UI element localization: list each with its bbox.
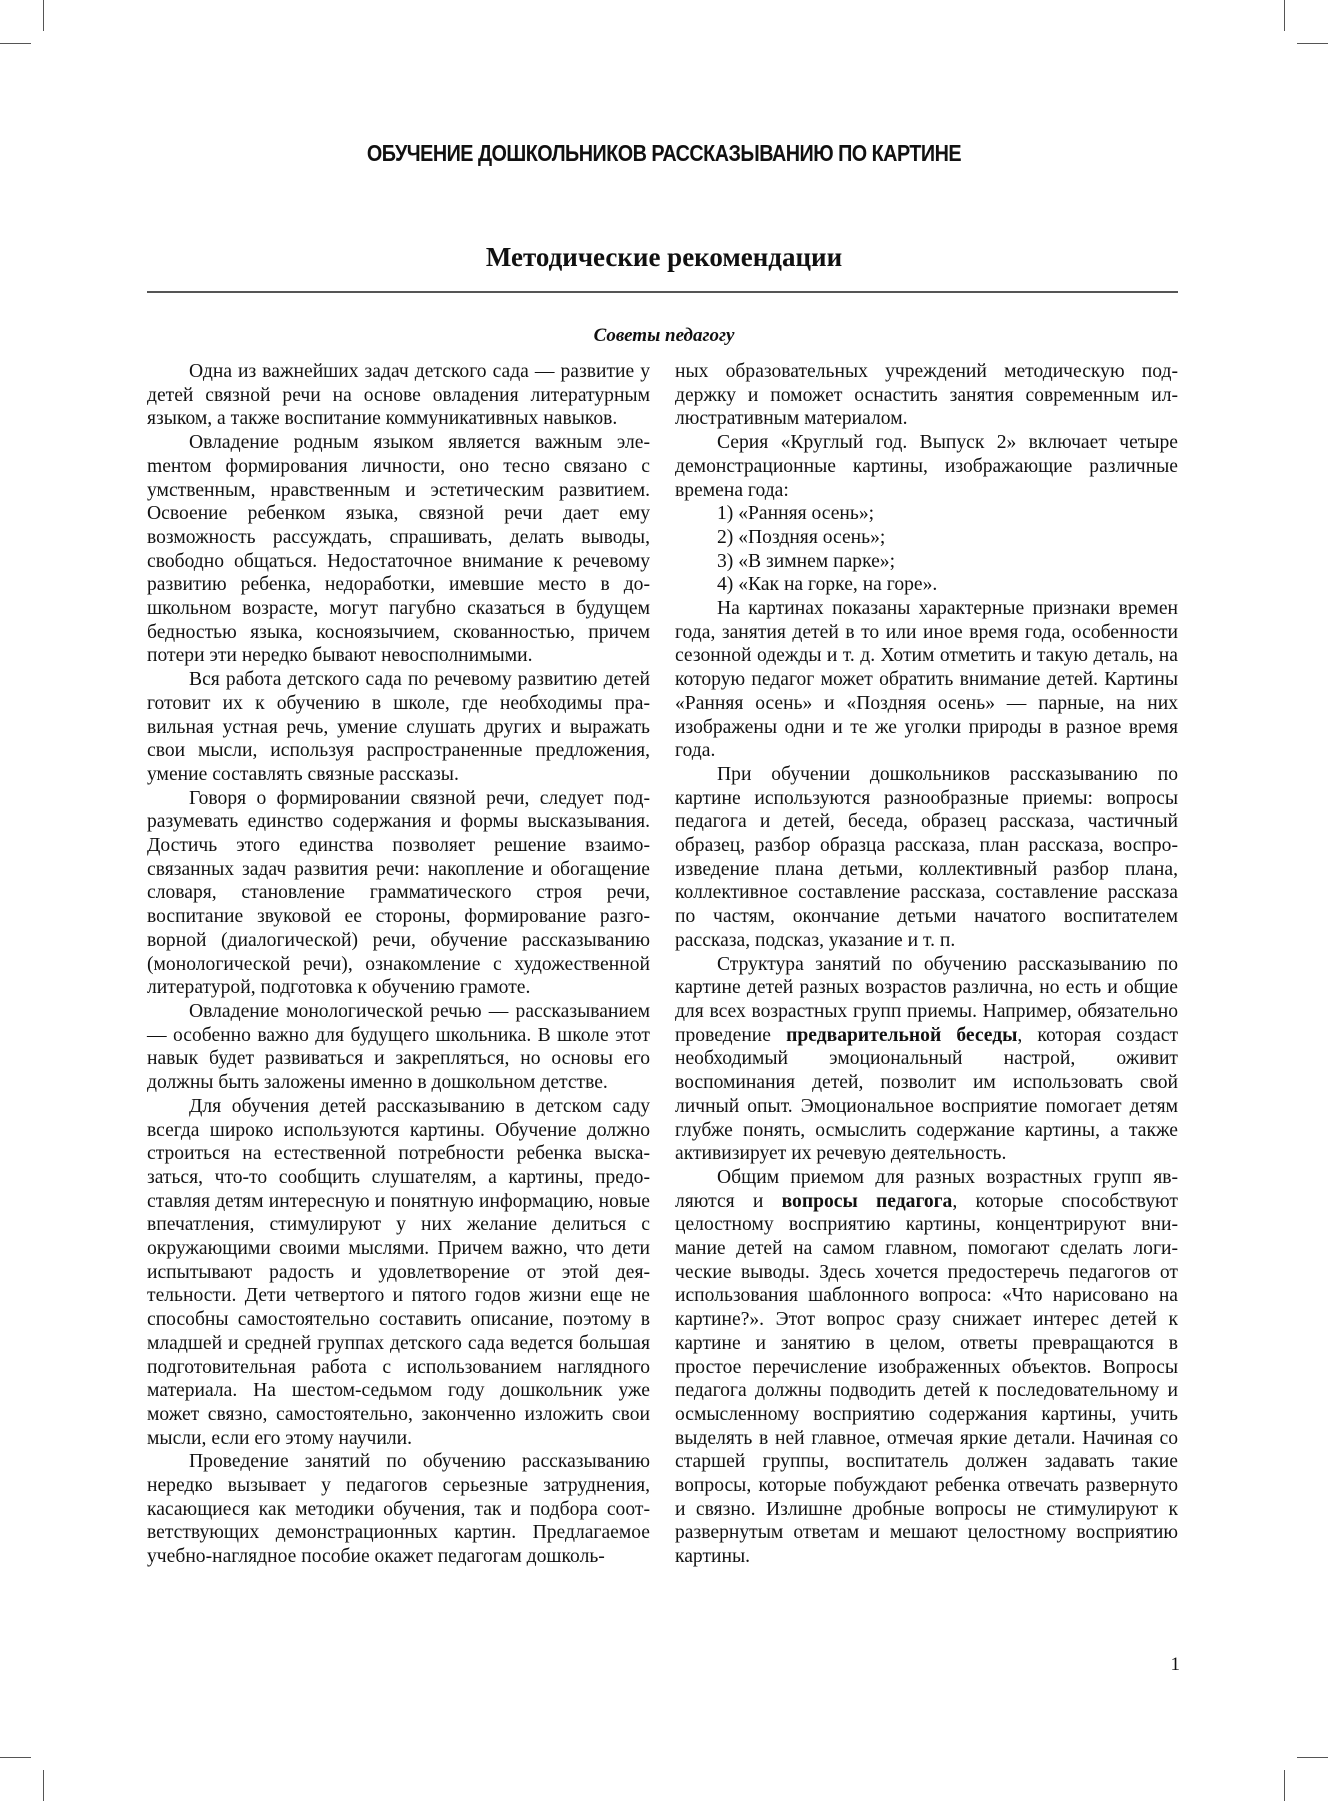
paragraph: Одна из важнейших задач детского сада — развитие у детей связной речи на основе овладения литературным языком, а также воспитание коммуникативных навыков. <box>147 361 650 430</box>
paragraph: Говоря о формировании связной речи, следует подразумевать единство содержания и формы высказывания. Достичь этого единства позволяет решение взаимосвязанных задач развития речи: накопление и обогащение словаря, становление грамматического строя речи, воспитание звуковой ее стороны, формирование разговорной (диалогической) речи, обучение рассказыванию (монологической речи), ознакомление с художественной литературой, подготовка к обучению грамоте. <box>147 787 650 999</box>
crop-mark-bottom-left-horizontal <box>0 1757 31 1758</box>
list-item: 3) «В зимнем парке»; <box>717 550 896 572</box>
text-run: , которые способствуют целостному восприятию картины, концентрируют внимание детей на самом главном, помогают сделать логические выводы. Здесь хочется предостеречь педагогов от использования шаблонного вопроса: «Что нарисовано на картине?». Этот вопрос сразу снижает интерес детей к картине и занятию в целом, ответы превращаются в простое перечисление изображенных объектов. Вопросы педагога должны подводить детей к последовательному и осмысленному восприятию содержания картины, учить выделять в ней главное, отмечая яркие детали. Начиная со старшей группы, воспитатель должен задавать такие вопросы, которые побуждают ребенка отвечать развернуто и связно. Излишне дробные вопросы не стимулируют к развернутым ответам и мешают целостному восприятию картины. <box>675 1190 1178 1568</box>
crop-mark-top-left-horizontal <box>0 43 31 44</box>
bold-term: предварительной беседы <box>786 1024 1018 1046</box>
list-item: 2) «Поздняя осень»; <box>717 526 886 548</box>
crop-mark-top-left-vertical <box>43 0 44 31</box>
list-item: 4) «Как на горке, на горе». <box>717 574 938 596</box>
paragraph: Для обучения детей рассказыванию в детском саду всегда широко используются картины. Обучение должно строиться на естественной потребности ребенка высказаться, что-то сообщить слушателям, а картины, предоставляя детям интересную и понятную информацию, новые впечатления, стимулируют у них желание делиться с окружающими своими мыслями. Причем важно, что дети испытывают радость и удовлетворение от этой деятельности. Дети четвертого и пятого годов жизни еще не способны самостоятельно составить описание, поэтому в младшей и средней группах детского сада ведется большая подготовительная работа с использованием наглядного материала. На шестом-седьмом году дошкольник уже может связно, самостоятельно, законченно изложить свои мысли, если его этому научили. <box>147 1095 650 1449</box>
paragraph: Овладение монологической речью — рассказыванием — особенно важно для будущего школьника. В школе этот навык будет развиваться и закрепляться, но основы его должны быть заложены именно в дошкольном детстве. <box>147 1000 650 1094</box>
crop-mark-top-right-vertical <box>1284 0 1285 31</box>
paragraph: Проведение занятий по обучению рассказыванию нередко вызывает у педагогов серьезные затруднения, касающиеся как методики обучения, так и подбора соответствующих демонстрационных картин. Предлагаемое учебно-наглядное пособие окажет педагогам дошколь- <box>147 1451 650 1568</box>
list-item: 1) «Ранняя осень»; <box>717 503 875 525</box>
paragraph <box>675 953 1178 1166</box>
paragraph: Вся работа детского сада по речевому развитию детей готовит их к обучению в школе, где необходимы правильная устная речь, умение слушать других и выражать свои мысли, используя распространенные предложения, умение составлять связные рассказы. <box>147 669 650 785</box>
left-column <box>147 360 650 1569</box>
paragraph: При обучении дошкольников рассказыванию по картине используются разнообразные приемы: вопросы педагога и детей, беседа, образец рассказа, частичный образец, разбор образца рассказа, план рассказа, воспроизведение плана детьми, коллективный разбор плана, коллективное составление рассказа, составление рассказа по частям, окончание детьми начатого воспитателем рассказа, подсказ, указание и т. п. <box>675 763 1178 951</box>
main-title: ОБУЧЕНИЕ ДОШКОЛЬНИКОВ РАССКАЗЫВАНИЮ ПО КАРТИНЕ <box>366 140 962 166</box>
section-divider <box>147 291 1178 293</box>
page-number: 1 <box>1170 1654 1180 1675</box>
text-run: , которая создаст необходимый эмоциональный настрой, оживит воспоминания детей, позволит им использовать свой личный опыт. Эмоциональное восприятие помогает детям глубже понять, осмыслить содержание картины, а также активизирует их речевую деятельность. <box>675 1024 1179 1165</box>
right-column <box>675 360 1178 1569</box>
bold-term: вопросы педагога <box>781 1190 953 1212</box>
paragraph: На картинах показаны характерные признаки времен года, занятия детей в то или иное время года, особенности сезонной одежды и т. д. Хотим отметить и такую деталь, на которую педагог может обратить внимание детей. Картины «Ранняя осень» и «Поздняя осень» — парные, на них изображены одни и те же уголки природы в разное время года. <box>675 598 1178 762</box>
crop-mark-bottom-left-vertical <box>43 1770 44 1801</box>
section-title: Методические рекомендации <box>485 242 843 272</box>
crop-mark-top-right-horizontal <box>1297 43 1328 44</box>
paragraph <box>675 1166 1178 1569</box>
paragraph-continued: ных образовательных учреждений методическую поддержку и поможет оснастить занятия современным иллюстративным материалом. <box>675 361 1178 430</box>
paragraph: Серия «Круглый год. Выпуск 2» включает четыре демонстрационные картины, изображающие различные времена года: <box>675 432 1178 501</box>
crop-mark-bottom-right-vertical <box>1284 1770 1285 1801</box>
text-run: Структура занятий по обучению рассказыванию по картине детей разных возрастов различна, но есть и общие для всех возрастных групп приемы. Например, обязательно проведение <box>675 953 1178 1046</box>
subheading: Советы педагогу <box>593 325 735 346</box>
text-run: Общим приемом для разных возрастных групп являются и <box>675 1166 1178 1212</box>
crop-mark-bottom-right-horizontal <box>1297 1757 1328 1758</box>
paragraph: Овладение родным языком является важным элеmентом формирования личности, оно тесно связано с умственным, нравственным и эстетическим развитием. Освоение ребенком языка, связной речи дает ему возможность рассуждать, спрашивать, делать выводы, свободно общаться. Недостаточное внимание к речевому развитию ребенка, недоработки, имевшие место в дошкольном возрасте, могут пагубно сказаться в будущем бедностью языка, косноязычием, скованностью, причем потери эти нередко бывают невосполнимыми. <box>147 432 650 667</box>
